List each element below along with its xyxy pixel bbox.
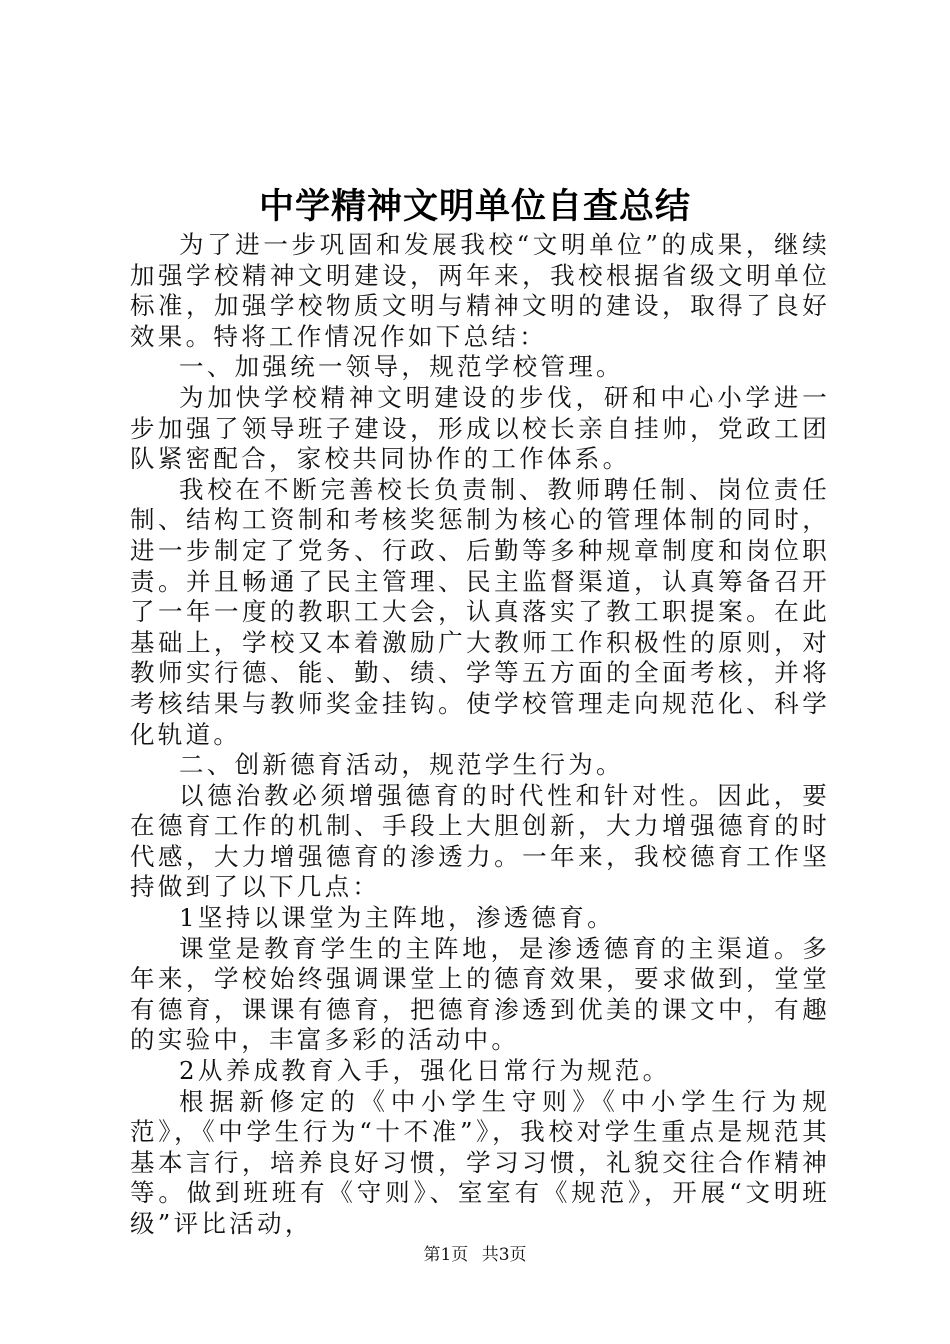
paragraph: 为加快学校精神文明建设的步伐，研和中心小学进一步加强了领导班子建设，形成以校长亲自挂帅，党政工团队紧密配合，家校共同协作的工作体系。	[130, 382, 830, 474]
paragraph: 课堂是教育学生的主阵地，是渗透德育的主渠道。多年来，学校始终强调课堂上的德育效果，要求做到，堂堂有德育，课课有德育，把德育渗透到优美的课文中，有趣的实验中，丰富多彩的活动中。	[130, 933, 830, 1055]
section-heading-2: 二、创新德育活动，规范学生行为。	[179, 750, 624, 780]
paragraph: 根据新修定的《中小学生守则》《中小学生行为规范》，《中学生行为“十不准”》，我校对学生重点是规范其基本言行，培养良好习惯，学习习惯，礼貌交往合作精神等。做到班班有《守则》、室室有《规范》，开展“文明班级”评比活动，	[130, 1086, 830, 1238]
document-body	[130, 230, 830, 1240]
page-footer	[0, 1243, 950, 1267]
section-heading-1: 一、加强统一领导，规范学校管理。	[179, 352, 624, 382]
paragraph-intro: 为了进一步巩固和发展我校“文明单位”的成果，继续加强学校精神文明建设，两年来，我校根据省级文明单位标准，加强学校物质文明与精神文明的建设，取得了良好效果。特将工作情况作如下总结：	[130, 230, 830, 351]
subheading-2: 2从养成教育入手，强化日常行为规范。	[179, 1056, 671, 1086]
subheading-1: 1坚持以课堂为主阵地，渗透德育。	[179, 903, 615, 933]
document-title: 中学精神文明单位自查总结	[258, 187, 691, 227]
paragraph: 以德治教必须增强德育的时代性和针对性。因此，要在德育工作的机制、手段上大胆创新，大力增强德育的时代感，大力增强德育的渗透力。一年来，我校德育工作坚持做到了以下几点：	[130, 780, 830, 902]
page-total: 共3页	[481, 1245, 527, 1265]
page-number: 第1页	[423, 1245, 469, 1265]
paragraph: 我校在不断完善校长负责制、教师聘任制、岗位责任制、结构工资制和考核奖惩制为核心的管理体制的同时，进一步制定了党务、行政、后勤等多种规章制度和岗位职责。并且畅通了民主管理、民主监督渠道，认真筹备召开了一年一度的教职工大会，认真落实了教工职提案。在此基础上，学校又本着激励广大教师工作积极性的原则，对教师实行德、能、勤、绩、学等五方面的全面考核，并将考核结果与教师奖金挂钩。使学校管理走向规范化、科学化轨道。	[130, 474, 830, 749]
